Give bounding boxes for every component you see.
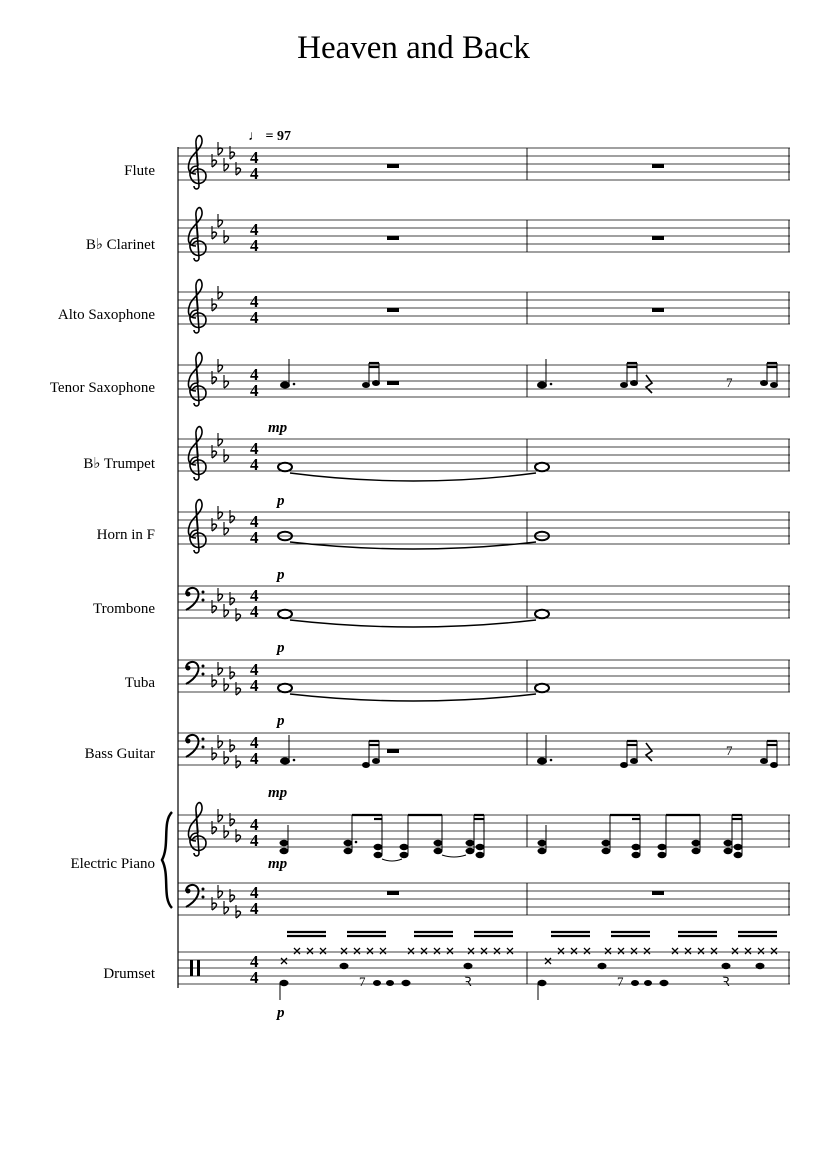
dynamic-trumpet: p <box>277 493 285 509</box>
dynamic-tuba: p <box>277 713 285 729</box>
dynamic-trombone: p <box>277 640 285 656</box>
svg-text:Ꝛ: Ꝛ <box>464 974 472 989</box>
staff-flute <box>178 136 790 189</box>
staff-electric-piano-treble <box>178 803 790 861</box>
dynamic-drumset: p <box>277 1005 285 1021</box>
instrument-label-drumset: Drumset <box>103 966 155 982</box>
hihat-pattern <box>281 932 777 964</box>
instrument-label-tuba: Tuba <box>124 675 155 691</box>
instrument-label-alto-sax: Alto Saxophone <box>57 307 155 323</box>
score-notation: 4 4 7 mp p p p p 7 mp mp 7 Ꝛ 7 Ꝛ p <box>0 0 827 1169</box>
instrument-label-bass-guitar: Bass Guitar <box>84 746 155 762</box>
instrument-label-tenor-sax: Tenor Saxophone <box>49 380 155 396</box>
staff-tuba <box>178 660 790 701</box>
score-title: Heaven and Back <box>297 30 530 66</box>
instrument-label-horn: Horn in F <box>96 527 155 543</box>
staff-alto-sax <box>178 280 790 333</box>
instrument-label-trombone: Trombone <box>93 601 155 617</box>
dynamic-horn: p <box>277 567 285 583</box>
dynamic-electric-piano: mp <box>268 856 288 872</box>
svg-text:7: 7 <box>359 974 366 989</box>
percussion-clef-icon <box>190 960 193 976</box>
staff-horn <box>178 500 790 553</box>
staff-trombone <box>178 586 790 627</box>
staff-clarinet <box>178 208 790 261</box>
dynamic-tenor-sax: mp <box>268 420 288 436</box>
staff-drumset <box>178 932 790 1000</box>
instrument-label-trumpet: B♭ Trumpet <box>83 456 155 472</box>
svg-text:7: 7 <box>726 743 733 758</box>
staff-electric-piano-bass <box>178 883 790 918</box>
svg-text:7: 7 <box>726 375 733 390</box>
staff-tenor-sax <box>178 353 790 406</box>
svg-text:7: 7 <box>617 974 624 989</box>
piano-brace <box>162 812 172 908</box>
instrument-label-clarinet: B♭ Clarinet <box>85 237 155 253</box>
svg-text:Ꝛ: Ꝛ <box>722 974 730 989</box>
instrument-label-flute: Flute <box>124 163 155 179</box>
tempo-marking: ♩ = 97 <box>248 129 291 144</box>
dynamic-bass-guitar: mp <box>268 785 288 801</box>
staff-bass-guitar <box>178 733 790 768</box>
instrument-label-electric-piano: Electric Piano <box>70 856 155 872</box>
